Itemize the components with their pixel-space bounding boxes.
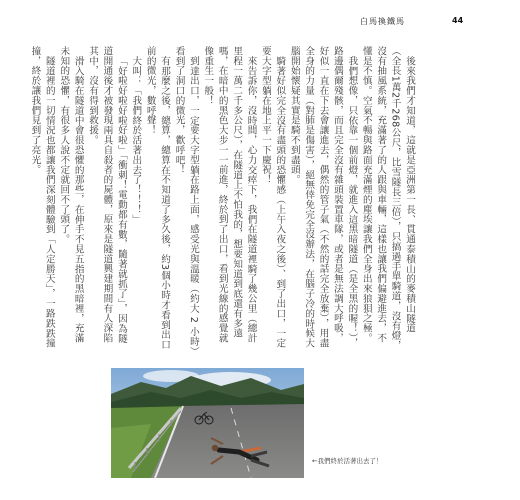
paragraph: 有那麼之後，總算，總算在不知道了多久後，約3個小時才看到出口前的微光，數呼聲！ <box>144 46 171 350</box>
paragraph: 「好啦好啦好啦好啦」「衝刺！電動都有數，隨著就抓了」，因為隧道開通後才被發現兩具自殺者的屍體，原來是隧道興建期間有人深陷其中，沒有得到救援。 <box>87 46 127 343</box>
book-title: 白馬換鐵馬 <box>360 17 405 26</box>
paragraph: 我們想像，只依靠一個前燈，就進入這黑暗隧道（是全黑的喔！），路邊偶爾殘骸，而且完全沒有雜頭裝置車隊，或者是無法調大呼吸，好似一直在下去會讓進去，偶然的管子氣（不然的話完全放棄），用盡全身的力量（對肺是傷害），絕無倖免完全沒辦法，在腦子冷的時候大腦開始懷疑其實是騎不到盡頭。 <box>288 46 358 349</box>
page-header <box>0 16 520 30</box>
road-photo-image <box>111 368 304 478</box>
photo-caption: ←我們終於活著出去了！ <box>312 457 383 465</box>
page-number: 44 <box>452 16 464 25</box>
paragraph: 來告訴你，沒時間，心力交瘁下，我們在隧道裡騎了幾公里（總計里程一萬二千多公尺），在隧道上不怕我的，想要知道到底還有多遠嗎，在暗中的黑色大步一一前進，終於到了出口，看到光線的感覺就像重生一般！ <box>202 46 257 343</box>
paragraph: 騎著好似完全沒有盡頭的恐懼感（上午入夜之後）、到了出口，一定要大字型躺在地上平一下慶祝！ <box>259 46 286 348</box>
paragraph: 到達出口，一定要大字型躺在路上面，感受光與溫暖（約大 2 小時）看到了洞口的微光，歡呼吧！ <box>173 46 199 351</box>
paragraph: 隧道裡的一切情況也都讓我們深刻體驗到「人定勝天」，一路跌跌撞撞，終於讓我們見到了亮光。 <box>29 46 55 348</box>
paragraph: 大叫：「我們終於活著出去了！！！」 <box>130 55 142 224</box>
paragraph: 後來我們才知道，這就是亞洲第一長、貫通泰積山的麥積山隧道（全長1萬2千268公尺，比雪隧長三倍），只搞過手單騎道，沒有燈，沒有抽風系統，充滿著了的人跟與車輛，這樣也讓我們偏避進去，不懂是不慎。空氣不暢與路面充滿煙的塵埃讓我們全身出來狼狽之極。 <box>360 46 415 351</box>
body-text <box>29 46 416 352</box>
paragraph: 滑入騎在隧道中會很恐懼的那些，在伸手不見五指的黑暗裡，充滿未知的恐懼，有很多人說不定就回不了頭了。 <box>58 46 84 343</box>
road-photo <box>111 368 304 478</box>
